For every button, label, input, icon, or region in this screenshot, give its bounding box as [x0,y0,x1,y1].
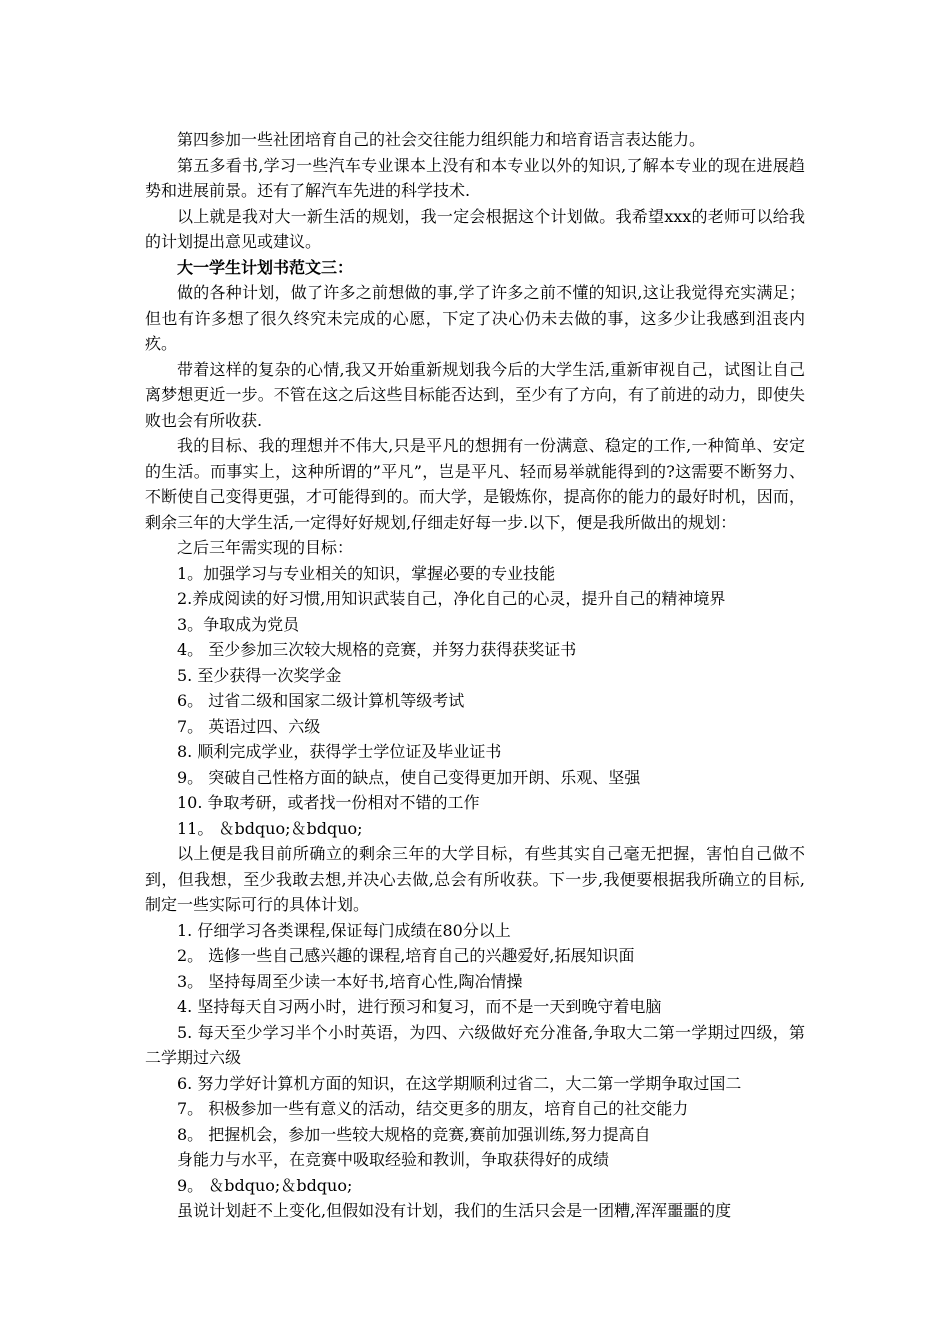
paragraph: 第五多看书,学习一些汽车专业课本上没有和本专业以外的知识,了解本专业的现在进展趋势和进展前景。还有了解汽车先进的科学技术. [145,155,805,200]
paragraph: 之后三年需实现的目标： [177,538,354,557]
list-item: 11。 ＆bdquo;＆bdquo; [177,818,363,838]
paragraph: 我的目标、我的理想并不伟大,只是平凡的想拥有一份满意、稳定的工作,一种简单、安定的生活。而事实上，这种所谓的”平凡”，岂是平凡、轻而易举就能得到的?这需要不断努力、不断使自己变得更强，才可能得到的。而大学，是锻炼你，提高你的能力的最好时机，因而，剩余三年的大学生活,一定得好好规划,仔细走好每一步.以下，便是我所做出的规划： [145,436,805,532]
paragraph: 带着这样的复杂的心情,我又开始重新规划我今后的大学生活,重新审视自己，试图让自己离梦想更近一步。不管在这之后这些目标能否达到，至少有了方向，有了前进的动力，即使失败也会有所收获. [145,359,805,430]
list-item: 9。 突破自己性格方面的缺点，使自己变得更加开朗、乐观、坚强 [177,767,641,787]
list-item: 3。 坚持每周至少读一本好书,培育心性,陶冶情操 [177,971,523,991]
list-item: 2。 选修一些自己感兴趣的课程,培育自己的兴趣爱好,拓展知识面 [177,946,635,965]
list-item: 8。 把握机会，参加一些较大规格的竞赛,赛前加强训练,努力提高自 [177,1124,651,1144]
list-item: 4. 坚持每天自习两小时，进行预习和复习，而不是一天到晚守着电脑 [177,997,662,1016]
list-item: 3。争取成为党员 [177,614,300,634]
list-item: 6。 过省二级和国家二级计算机等级考试 [177,691,465,710]
list-item: 1。加强学习与专业相关的知识，掌握必要的专业技能 [177,563,556,583]
paragraph: 虽说计划赶不上变化,但假如没有计划，我们的生活只会是一团糟,浑浑噩噩的度 [177,1201,732,1220]
list-item: 2.养成阅读的好习惯,用知识武装自己，净化自己的心灵，提升自己的精神境界 [177,589,726,608]
paragraph: 以上就是我对大一新生活的规划，我一定会根据这个计划做。我希望xxx的老师可以给我的计划提出意见或建议。 [145,206,805,251]
section-heading: 大一学生计划书范文三： [177,257,354,277]
paragraph: 以上便是我目前所确立的剩余三年的大学目标，有些其实自己毫无把握，害怕自己做不到，但我想，至少我敢去想,并决心去做,总会有所收获。下一步,我便要根据我所确立的目标,制定一些实际可行的具体计划。 [145,844,805,914]
paragraph: 第四参加一些社团培育自己的社会交往能力组织能力和培育语言表达能力。 [177,130,706,149]
list-item: 6. 努力学好计算机方面的知识，在这学期顺利过省二，大二第一学期争取过国二 [177,1073,742,1093]
list-item: 8. 顺利完成学业，获得学士学位证及毕业证书 [177,742,502,761]
list-item-continuation: 身能力与水平，在竞赛中吸取经验和教训，争取获得好的成绩 [177,1150,610,1169]
list-item: 1. 仔细学习各类课程,保证每门成绩在80分以上 [177,920,511,940]
list-item: 10. 争取考研，或者找一份相对不错的工作 [177,793,480,812]
list-item: 7。 积极参加一些有意义的活动，结交更多的朋友，培育自己的社交能力 [177,1099,689,1118]
list-item: 5. 每天至少学习半个小时英语，为四、六级做好充分准备,争取大二第一学期过四级，第二学期过六级 [145,1022,805,1067]
paragraph: 做的各种计划，做了许多之前想做的事,学了许多之前不懂的知识,这让我觉得充实满足；但也有许多想了很久终究未完成的心愿，下定了决心仍未去做的事，这多少让我感到沮丧内疚。 [145,283,805,353]
list-item: 4。 至少参加三次较大规格的竞赛，并努力获得获奖证书 [177,640,577,659]
document-page [145,127,805,1224]
list-item: 9。 ＆bdquo;＆bdquo; [177,1175,353,1195]
list-item: 5. 至少获得一次奖学金 [177,665,342,685]
list-item: 7。 英语过四、六级 [177,716,321,736]
